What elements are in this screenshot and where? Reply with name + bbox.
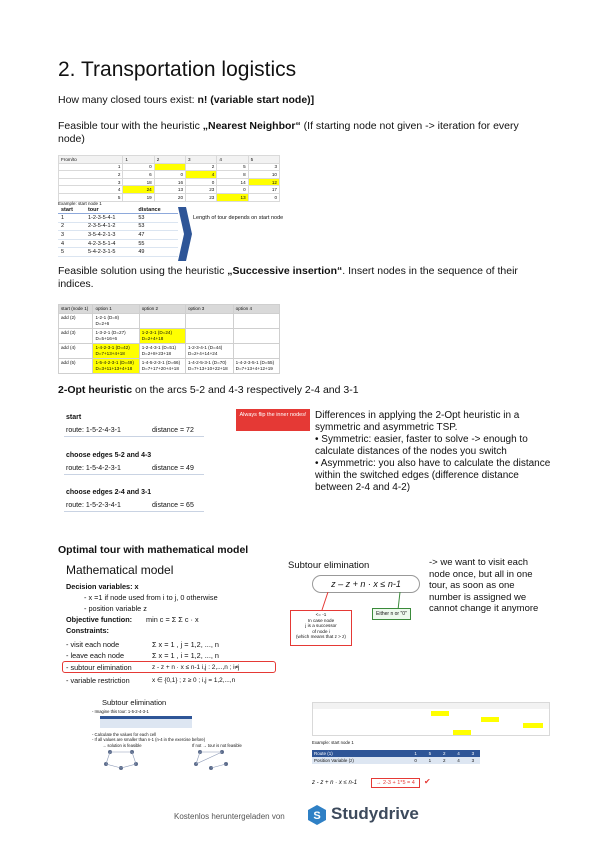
- studydrive-logo-icon: [306, 804, 328, 826]
- constraint-2-formula: Σ x = 1 , i = 1,2, ..., n: [152, 651, 219, 660]
- math-model-box: [60, 559, 280, 694]
- matrix-cell: 5: [59, 193, 123, 201]
- matrix-cell: 24: [123, 186, 154, 194]
- two-opt-route-2: route: 1-5-4-2-3-1 distance = 49: [64, 463, 204, 475]
- tour-cell: 5-4-2-3-1-5: [85, 248, 135, 257]
- constraints-label: Constraints:: [66, 626, 109, 635]
- decision-var-1: - x =1 if node used from i to j, 0 otherwise: [84, 593, 218, 602]
- route-head-cell: Route (1): [314, 751, 333, 756]
- sub2-bullet-1: - Imagine this tour: 1-5-2-4-3-1: [92, 709, 149, 714]
- matrix-cell: 19: [123, 193, 154, 201]
- matrix-cell: 0: [248, 193, 279, 201]
- route-row-cell: 3: [471, 758, 475, 763]
- insertion-cell: 1-4-2-5-3-1 (D=70) D=7+13+10+22+18: [186, 359, 234, 374]
- tour-header: start: [58, 207, 85, 214]
- tour-cell: 49: [135, 248, 178, 257]
- insertion-cell: 1-2-4-3-1 (D=51) D=2+8+23+18: [139, 344, 185, 359]
- route-head-cell: 2: [442, 751, 446, 756]
- two-opt-heading: 2-Opt heuristic on the arcs 5-2 and 4-3 respectively 2-4 and 3-1: [58, 384, 359, 396]
- matrix-cell: 17: [248, 186, 279, 194]
- matrix-cell: 0: [186, 178, 217, 186]
- insertion-header: option 1: [93, 305, 139, 314]
- insertion-cell: [233, 329, 279, 344]
- two-opt-start-label: start: [66, 414, 82, 421]
- decision-label: Decision variables: x: [66, 582, 139, 591]
- subtour-description: -> we want to visit each node once, but all in one tour, as soon as one number is assigned we cannot change it anymore: [429, 557, 539, 615]
- subtour-note-right: Either n or "0": [372, 608, 411, 620]
- matrix-header: 3: [186, 156, 217, 164]
- matrix-cell: 14: [217, 178, 248, 186]
- tour-header: distance: [135, 207, 178, 214]
- sub2-feasible: → solution is feasible: [102, 743, 142, 748]
- matrix-cell: 20: [154, 193, 185, 201]
- route-row-cell: 4: [457, 758, 460, 763]
- sub2-bullet-2: - Calculate the values for each cell: [92, 732, 157, 737]
- constraint-2-label: - leave each node: [66, 651, 125, 660]
- tour-table: [58, 207, 178, 257]
- insertion-cell: 1-4-5-2-3-1 (D=66) D=7+17+20+4+18: [139, 359, 185, 374]
- route-formula: z - z + n · x ≤ n-1: [312, 780, 358, 786]
- tour-cell: 3: [58, 231, 85, 240]
- matrix-header: 1: [123, 156, 154, 164]
- subtour-note-left: <= -1 In case node j is a successor of node i (which means that z > z): [290, 610, 352, 646]
- matrix-cell: 18: [123, 178, 154, 186]
- insertion-header: option 4: [233, 305, 279, 314]
- matrix-cell: 6: [123, 171, 154, 179]
- insertion-cell: 1-4-2-3-1 (D=42) D=7+13+4+18: [93, 344, 139, 359]
- footer-text: Kostenlos heruntergeladen von: [174, 812, 285, 821]
- tour-cell: 47: [135, 231, 178, 240]
- insertion-cell: [139, 314, 185, 329]
- svg-text:S: S: [313, 810, 321, 822]
- route-head-cell: 5: [428, 751, 432, 756]
- tour-cell: 5: [58, 248, 85, 257]
- tour-cell: 53: [135, 222, 178, 231]
- nearest-neighbor-text: Feasible tour with the heuristic „Nearest Neighbor“ (If starting node not given -> iteration for every node): [58, 120, 519, 145]
- two-opt-route-1: route: 1-5-2-4-3-1 distance = 72: [64, 425, 204, 437]
- decision-var-2: - position variable z: [84, 604, 147, 613]
- mini-highlight: [431, 711, 449, 716]
- mini-distance-matrix: [312, 702, 550, 736]
- tour-cell: 1-2-3-5-4-1: [85, 214, 135, 223]
- route-row-cell: 1: [428, 758, 432, 763]
- insertion-cell: [186, 329, 234, 344]
- route-head-cell: 3: [471, 751, 475, 756]
- tour-header: tour: [85, 207, 135, 214]
- matrix-cell: 23: [186, 193, 217, 201]
- insertion-cell: add (4): [59, 344, 93, 359]
- matrix-cell: 16: [154, 178, 185, 186]
- insertion-cell: [233, 344, 279, 359]
- objective-formula: min c = Σ Σ c · x: [146, 615, 199, 624]
- route-check: → 2-3 + 1*5 = 4: [371, 778, 420, 788]
- mini-matrix-note: Example: start node 1: [312, 740, 354, 745]
- insertion-table: [58, 304, 280, 374]
- two-opt-choose-1: choose edges 5-2 and 4-3: [66, 452, 152, 459]
- math-model-title: Mathematical model: [66, 563, 174, 577]
- constraint-3-formula: z - z + n · x ≤ n-1 i,j : 2,...,n ; i≠j: [152, 664, 240, 671]
- matrix-cell: 2: [186, 163, 217, 171]
- constraint-3-label: - subtour elimination: [66, 663, 132, 672]
- mini-highlight: [523, 723, 543, 728]
- matrix-cell: 13: [154, 186, 185, 194]
- sub2-mini-table: [100, 716, 192, 728]
- matrix-cell: 0: [154, 171, 185, 179]
- mini-highlight: [453, 730, 471, 735]
- subtour-formula: z – z + n · x ≤ n-1: [312, 575, 420, 593]
- matrix-cell: 2: [59, 171, 123, 179]
- matrix-header: 4: [217, 156, 248, 164]
- tour-graph-diagram: [96, 748, 276, 770]
- route-row-cell: 2: [442, 758, 446, 763]
- route-position-table: [312, 750, 480, 764]
- matrix-cell: 8: [217, 171, 248, 179]
- insertion-header: start (node 1): [59, 305, 93, 314]
- matrix-cell: 0: [123, 163, 154, 171]
- tour-arrow-note: Length of tour depends on start node: [193, 215, 284, 221]
- insertion-cell: add (5): [59, 359, 93, 374]
- matrix-cell: 0: [217, 186, 248, 194]
- tour-cell: 3-5-4-2-1-3: [85, 231, 135, 240]
- matrix-cell: 5: [217, 163, 248, 171]
- matrix-cell: 1: [59, 163, 123, 171]
- distance-matrix: [58, 155, 280, 202]
- matrix-cell: 3: [248, 163, 279, 171]
- matrix-header: 2: [154, 156, 185, 164]
- matrix-cell: 10: [248, 171, 279, 179]
- insertion-cell: 1-3-2-1 (D=27) D=5+16+6: [93, 329, 139, 344]
- tour-cell: 53: [135, 214, 178, 223]
- tour-cell: 1: [58, 214, 85, 223]
- tour-cell: 55: [135, 239, 178, 248]
- tour-cell: 2-3-5-4-1-2: [85, 222, 135, 231]
- chevron-right-icon: [178, 207, 192, 261]
- mini-highlight: [481, 717, 499, 722]
- matrix-cell: 4: [59, 186, 123, 194]
- constraint-4-formula: x ∈ {0,1} ; z ≥ 0 ; i,j = 1,2,...,n: [152, 677, 236, 684]
- matrix-cell: 12: [248, 178, 279, 186]
- matrix-cell: 4: [186, 171, 217, 179]
- insertion-cell: [233, 314, 279, 329]
- flip-note-badge: Always flip the inner nodes!: [236, 409, 310, 431]
- insertion-cell: [186, 314, 234, 329]
- objective-label: Objective function:: [66, 615, 133, 624]
- constraint-1-label: - visit each node: [66, 640, 120, 649]
- subtour-title: Subtour elimination: [288, 560, 370, 571]
- two-opt-choose-2: choose edges 2-4 and 3-1: [66, 489, 152, 496]
- route-head-cell: 1: [414, 751, 417, 756]
- successive-insertion-text: Feasible solution using the heuristic „Successive insertion“. Insert nodes in the sequence of their indices.: [58, 265, 518, 290]
- matrix-cell: [154, 163, 185, 171]
- subtour-example-panel: [88, 698, 280, 770]
- route-head-cell: 4: [457, 751, 460, 756]
- matrix-note: Example: start node 1: [58, 201, 102, 206]
- optimal-heading: Optimal tour with mathematical model: [58, 544, 249, 556]
- tour-cell: 4: [58, 239, 85, 248]
- insertion-cell: 1-2-1 (D=8) D=2+6: [93, 314, 139, 329]
- insertion-cell: add (3): [59, 329, 93, 344]
- two-opt-route-3: route: 1-5-2-3-4-1 distance = 65: [64, 500, 204, 512]
- matrix-cell: 13: [217, 193, 248, 201]
- insertion-header: option 3: [186, 305, 234, 314]
- route-row-cell: 0: [414, 758, 417, 763]
- footer-brand: Studydrive: [331, 804, 419, 823]
- tour-cell: 2: [58, 222, 85, 231]
- insertion-cell: 1-2-3-1 (D=24) D=2+4+18: [139, 329, 185, 344]
- check-icon: ✔: [424, 777, 431, 786]
- tour-cell: 4-2-3-5-1-4: [85, 239, 135, 248]
- matrix-cell: 23: [186, 186, 217, 194]
- route-row-cell: Position Variable (z): [314, 758, 354, 763]
- intro-line: How many closed tours exist: n! (variable start node)]: [58, 94, 315, 106]
- matrix-header: 5: [248, 156, 279, 164]
- constraint-4-label: - variable restriction: [66, 676, 130, 685]
- insertion-header: option 2: [139, 305, 185, 314]
- sub2-title: Subtour elimination: [102, 698, 167, 707]
- insertion-cell: add (2): [59, 314, 93, 329]
- matrix-cell: 3: [59, 178, 123, 186]
- sub2-not-feasible: If not → tour is not feasible: [192, 743, 242, 748]
- page-title: 2. Transportation logistics: [58, 58, 297, 81]
- constraint-1-formula: Σ x = 1 , j = 1,2, ..., n: [152, 640, 219, 649]
- insertion-cell: 1-2-3-4-1 (D=44) D=2+4+14+24: [186, 344, 234, 359]
- matrix-header: From/to: [59, 156, 123, 164]
- two-opt-description: Differences in applying the 2-Opt heuristic in a symmetric and asymmetric TSP. • Symmetric: easier, faster to solve -> enough to calculate distances of the nodes you switch • Asymmetric: you also have to calculate the distance within the switched edges (difference distance between 2-4 and 4-2): [315, 410, 551, 493]
- insertion-cell: 1-5-4-2-3-1 (D=49) D=3+11+13+4+18: [93, 359, 139, 374]
- insertion-cell: 1-4-2-3-5-1 (D=55) D=7+13+4+12+19: [233, 359, 279, 374]
- sub2-bullet-3: - If all values are smaller than n-1 (n-4 in the exercise before): [92, 737, 206, 742]
